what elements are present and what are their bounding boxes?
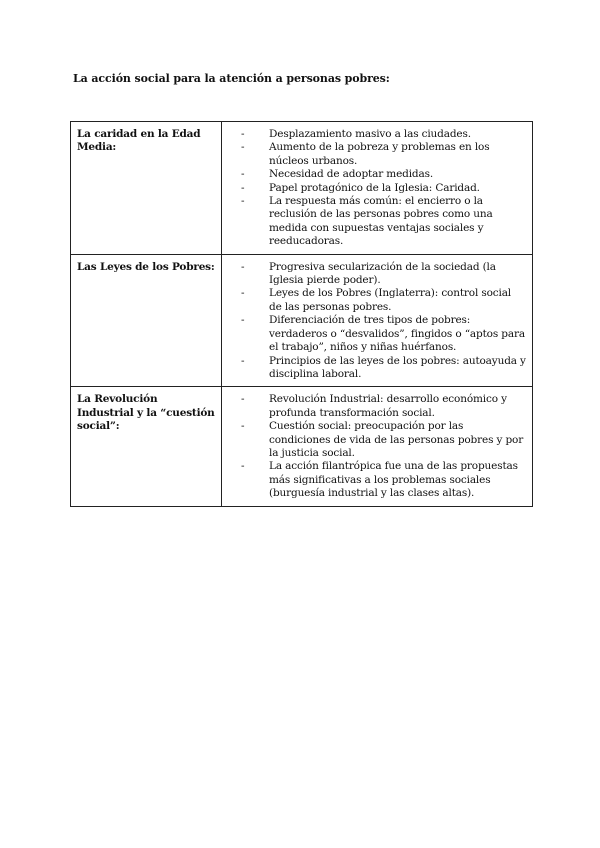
row-topic: La caridad en la Edad Media: [71, 122, 222, 255]
points-list [228, 128, 526, 249]
point-text: Cuestión social: preocupación por las condiciones de vida de las personas pobres y por la justicia social. [269, 420, 524, 459]
dash-bullet: - [241, 141, 245, 154]
list-item [241, 168, 526, 181]
list-item [241, 141, 526, 168]
point-text: Revolución Industrial: desarrollo económico y profunda transformación social. [269, 393, 507, 419]
dash-bullet: - [241, 420, 245, 433]
list-item [241, 420, 526, 460]
dash-bullet: - [241, 460, 245, 473]
points-list [228, 393, 526, 500]
point-text: Diferenciación de tres tipos de pobres: verdaderos o “desvalidos”, fingidos o “aptos para el trabajo”, niños y niñas huérfanos. [269, 314, 525, 354]
row-topic: Las Leyes de los Pobres: [71, 254, 222, 387]
point-text: Papel protagónico de la Iglesia: Caridad. [269, 181, 480, 194]
point-text: Necesidad de adoptar medidas. [269, 168, 434, 181]
list-item [241, 128, 526, 141]
dash-bullet: - [241, 314, 245, 327]
dash-bullet: - [241, 260, 245, 273]
dash-bullet: - [241, 287, 245, 300]
points-list [228, 261, 526, 382]
page-title: La acción social para la atención a personas pobres: [73, 72, 390, 85]
list-item [241, 182, 526, 195]
list-item [241, 195, 526, 249]
point-text: Desplazamiento masivo a las ciudades. [269, 128, 471, 140]
list-item [241, 261, 526, 288]
topics-table [70, 121, 533, 507]
point-text: Leyes de los Pobres (Inglaterra): control social de las personas pobres. [269, 287, 512, 313]
point-text: Aumento de la pobreza y problemas en los núcleos urbanos. [269, 141, 490, 167]
list-item [241, 393, 526, 420]
point-text: La respuesta más común: el encierro o la reclusión de las personas pobres como una medida con supuestas ventajas sociales y reeducadoras. [269, 195, 493, 248]
row-points-cell [222, 387, 533, 506]
list-item [241, 287, 526, 314]
list-item [241, 355, 526, 382]
point-text: Principios de las leyes de los pobres: autoayuda y disciplina laboral. [269, 354, 526, 380]
table-row [71, 387, 533, 506]
list-item [241, 460, 526, 500]
dash-bullet: - [241, 393, 245, 406]
row-points-cell [222, 254, 533, 387]
dash-bullet: - [241, 128, 245, 140]
point-text: La acción filantrópica fue una de las propuestas más significativas a los problemas sociales (burguesía industrial y las clases altas). [269, 460, 518, 500]
dash-bullet: - [241, 354, 245, 367]
table-row [71, 254, 533, 387]
row-points-cell [222, 122, 533, 255]
dash-bullet: - [241, 181, 245, 194]
list-item [241, 314, 526, 354]
row-topic: La Revolución Industrial y la “cuestión social”: [71, 387, 222, 506]
dash-bullet: - [241, 195, 245, 208]
dash-bullet: - [241, 168, 245, 181]
table-row [71, 122, 533, 255]
point-text: Progresiva secularización de la sociedad (la Iglesia pierde poder). [269, 260, 496, 287]
